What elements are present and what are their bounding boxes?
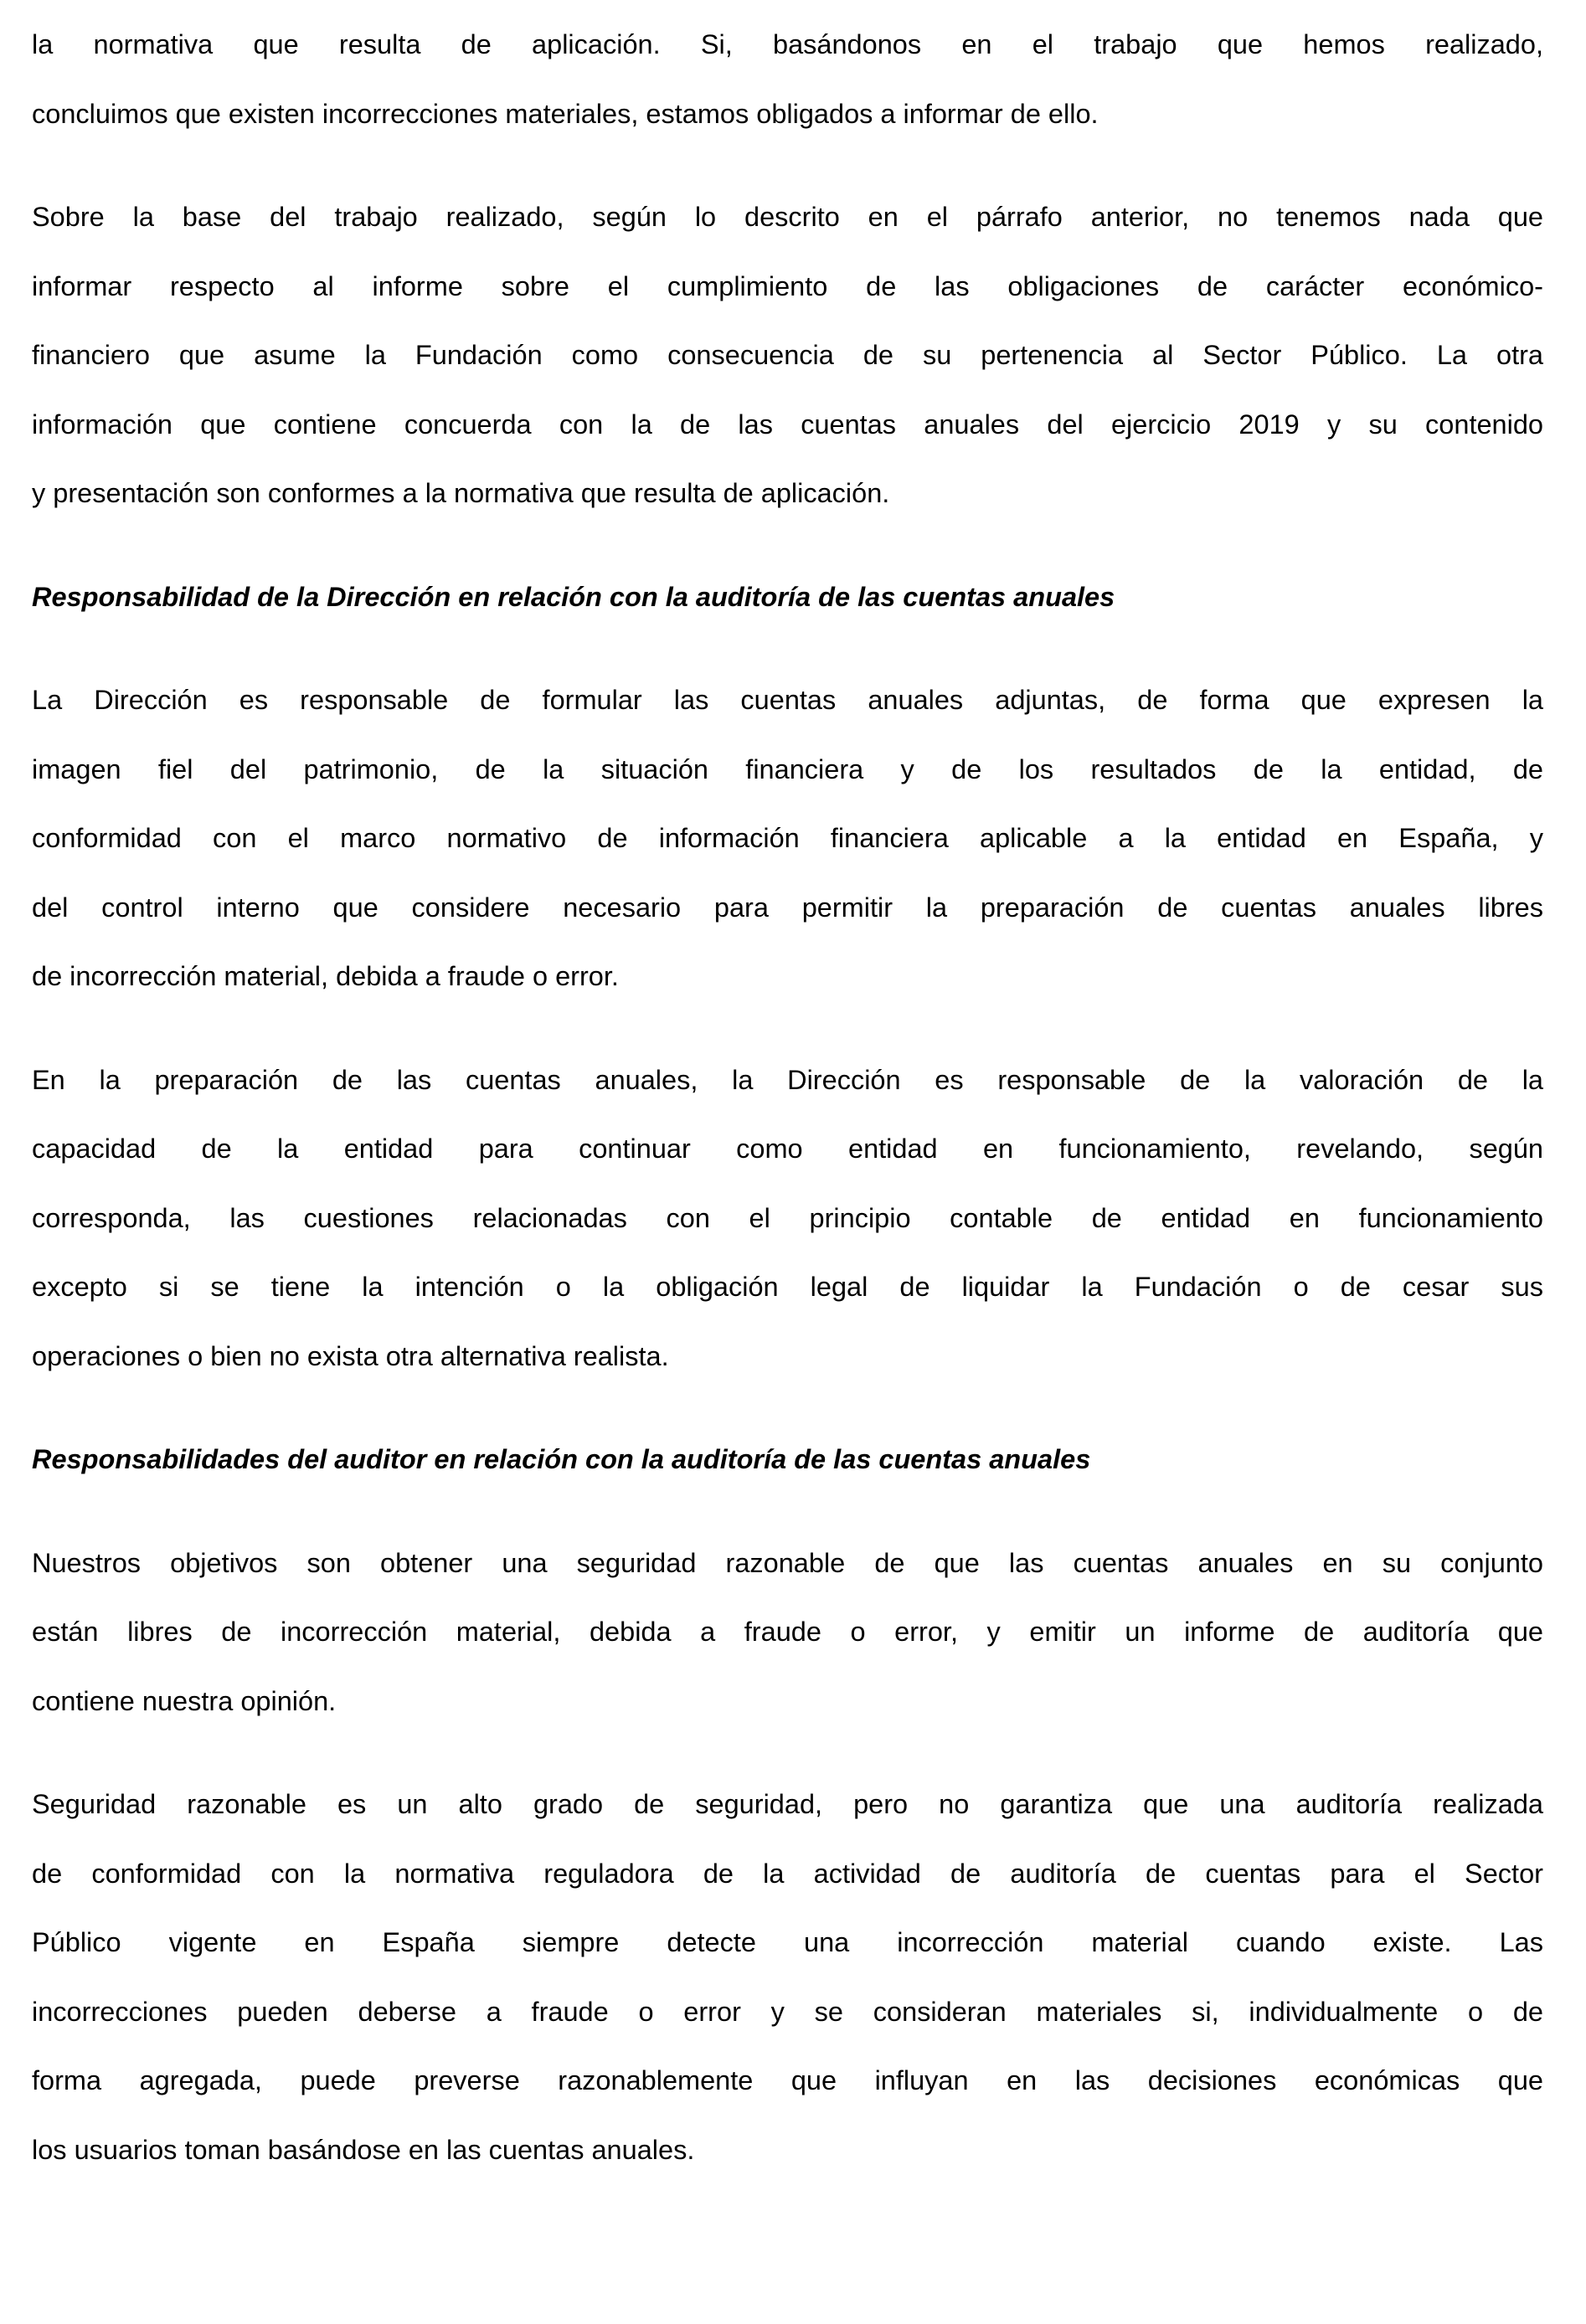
text-line: están libres de incorrección material, debida a fraude o error, y emitir un informe de auditoría que [32, 1617, 1543, 1647]
text-line: de conformidad con la normativa reguladora de la actividad de auditoría de cuentas para el Sector [32, 1858, 1543, 1889]
text-line: de incorrección material, debida a fraude o error. [32, 961, 619, 991]
text-line: del control interno que considere necesario para permitir la preparación de cuentas anuales libres [32, 892, 1543, 923]
text-line: Sobre la base del trabajo realizado, según lo descrito en el párrafo anterior, no tenemos nada que [32, 202, 1543, 232]
paragraph [32, 1770, 1543, 2184]
text-line: la normativa que resulta de aplicación. Si, basándonos en el trabajo que hemos realizado, [32, 29, 1543, 59]
text-line: incorrecciones pueden deberse a fraude o error y se consideran materiales si, individualmente o de [32, 1996, 1543, 2027]
document-body [32, 10, 1543, 2219]
text-line: La Dirección es responsable de formular las cuentas anuales adjuntas, de forma que expresen la [32, 685, 1543, 715]
text-line: En la preparación de las cuentas anuales, la Dirección es responsable de la valoración de la [32, 1064, 1543, 1095]
text-line: capacidad de la entidad para continuar como entidad en funcionamiento, revelando, según [32, 1134, 1543, 1164]
paragraph [32, 1529, 1543, 1736]
text-line: operaciones o bien no exista otra alternativa realista. [32, 1340, 669, 1371]
text-line: concluimos que existen incorrecciones materiales, estamos obligados a informar de ello. [32, 98, 1099, 129]
text-line: y presentación son conformes a la normativa que resulta de aplicación. [32, 478, 890, 508]
text-line: imagen fiel del patrimonio, de la situación financiera y de los resultados de la entidad, de [32, 753, 1543, 784]
text-line: informar respecto al informe sobre el cumplimiento de las obligaciones de carácter económico- [32, 270, 1543, 301]
text-line: forma agregada, puede preverse razonablemente que influyan en las decisiones económicas que [32, 2065, 1543, 2095]
text-line: Nuestros objetivos son obtener una seguridad razonable de que las cuentas anuales en su conjunto [32, 1547, 1543, 1578]
text-line: Público vigente en España siempre detecte una incorrección material cuando existe. Las [32, 1927, 1543, 1957]
paragraph [32, 666, 1543, 1011]
text-line: conformidad con el marco normativo de información financiera aplicable a la entidad en España, y [32, 823, 1543, 853]
paragraph [32, 10, 1543, 148]
paragraph [32, 183, 1543, 528]
text-line: los usuarios toman basándose en las cuentas anuales. [32, 2134, 695, 2165]
text-line: información que contiene concuerda con la de las cuentas anuales del ejercicio 2019 y su contenido [32, 409, 1543, 440]
text-line: Seguridad razonable es un alto grado de seguridad, pero no garantiza que una auditoría realizada [32, 1789, 1543, 1819]
text-line: Responsabilidades del auditor en relación con la auditoría de las cuentas anuales [32, 1444, 1091, 1474]
section-heading [32, 1425, 1543, 1494]
text-line: Responsabilidad de la Dirección en relación con la auditoría de las cuentas anuales [32, 581, 1115, 612]
text-line: excepto si se tiene la intención o la obligación legal de liquidar la Fundación o de cesar sus [32, 1272, 1543, 1302]
text-line: corresponda, las cuestiones relacionadas con el principio contable de entidad en funcionamiento [32, 1202, 1543, 1233]
text-line: financiero que asume la Fundación como consecuencia de su pertenencia al Sector Público. La otra [32, 340, 1543, 370]
section-heading [32, 563, 1543, 632]
paragraph [32, 1046, 1543, 1391]
text-line: contiene nuestra opinión. [32, 1685, 337, 1716]
